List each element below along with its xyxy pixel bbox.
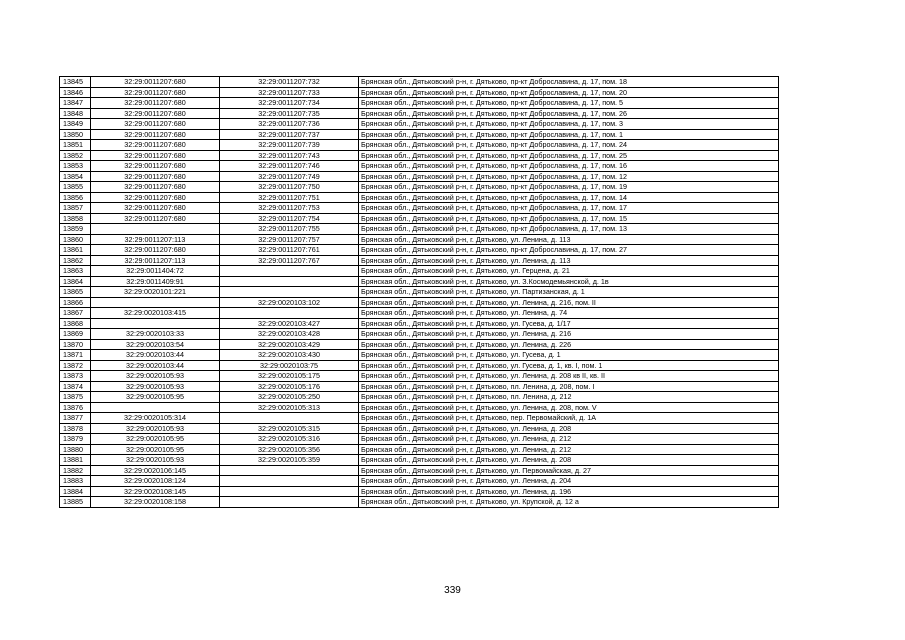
table-row xyxy=(60,444,779,455)
object-cadastral-cell xyxy=(220,413,359,424)
registry-table-body xyxy=(60,77,779,508)
table-row xyxy=(60,402,779,413)
table-row xyxy=(60,423,779,434)
object-cadastral-cell: 32:29:0020105:359 xyxy=(220,455,359,466)
address-cell: Брянская обл., Дятьковский р-н, г. Дятьково, пр-кт Доброславина, д. 17, пом. 25 xyxy=(359,150,779,161)
row-number-cell: 13881 xyxy=(60,455,91,466)
row-number-cell: 13867 xyxy=(60,308,91,319)
address-cell: Брянская обл., Дятьковский р-н, г. Дятьково, ул. Ленина, д. 216, пом. II xyxy=(359,297,779,308)
object-cadastral-cell: 32:29:0011207:743 xyxy=(220,150,359,161)
table-row xyxy=(60,276,779,287)
address-cell: Брянская обл., Дятьковский р-н, г. Дятьково, ул. Ленина, д. 212 xyxy=(359,444,779,455)
table-row xyxy=(60,77,779,88)
parcel-cadastral-cell: 32:29:0011207:680 xyxy=(91,150,220,161)
address-cell: Брянская обл., Дятьковский р-н, г. Дятьково, пр-кт Доброславина, д. 17, пом. 12 xyxy=(359,171,779,182)
address-cell: Брянская обл., Дятьковский р-н, г. Дятьково, пр-кт Доброславина, д. 17, пом. 19 xyxy=(359,182,779,193)
table-row xyxy=(60,339,779,350)
object-cadastral-cell xyxy=(220,486,359,497)
row-number-cell: 13879 xyxy=(60,434,91,445)
parcel-cadastral-cell: 32:29:0020105:314 xyxy=(91,413,220,424)
object-cadastral-cell xyxy=(220,497,359,508)
row-number-cell: 13869 xyxy=(60,329,91,340)
parcel-cadastral-cell: 32:29:0020103:44 xyxy=(91,360,220,371)
table-row xyxy=(60,129,779,140)
address-cell: Брянская обл., Дятьковский р-н, г. Дятьково, ул. Ленина, д. 216 xyxy=(359,329,779,340)
address-cell: Брянская обл., Дятьковский р-н, г. Дятьково, пер. Первомайский, д. 1А xyxy=(359,413,779,424)
address-cell: Брянская обл., Дятьковский р-н, г. Дятьково, пр-кт Доброславина, д. 17, пом. 15 xyxy=(359,213,779,224)
object-cadastral-cell: 32:29:0020105:315 xyxy=(220,423,359,434)
row-number-cell: 13884 xyxy=(60,486,91,497)
address-cell: Брянская обл., Дятьковский р-н, г. Дятьково, ул. Ленина, д. 113 xyxy=(359,234,779,245)
parcel-cadastral-cell: 32:29:0020105:93 xyxy=(91,455,220,466)
address-cell: Брянская обл., Дятьковский р-н, г. Дятьково, ул. Герцена, д. 21 xyxy=(359,266,779,277)
table-row xyxy=(60,213,779,224)
object-cadastral-cell: 32:29:0020105:313 xyxy=(220,402,359,413)
parcel-cadastral-cell: 32:29:0020105:95 xyxy=(91,434,220,445)
table-row xyxy=(60,255,779,266)
table-row xyxy=(60,329,779,340)
page-number: 339 xyxy=(444,585,461,596)
parcel-cadastral-cell: 32:29:0020101:221 xyxy=(91,287,220,298)
table-row xyxy=(60,234,779,245)
address-cell: Брянская обл., Дятьковский р-н, г. Дятьково, пл. Ленина, д. 212 xyxy=(359,392,779,403)
object-cadastral-cell: 32:29:0020103:75 xyxy=(220,360,359,371)
object-cadastral-cell: 32:29:0020103:429 xyxy=(220,339,359,350)
address-cell: Брянская обл., Дятьковский р-н, г. Дятьково, пр-кт Доброславина, д. 17, пом. 26 xyxy=(359,108,779,119)
object-cadastral-cell: 32:29:0011207:767 xyxy=(220,255,359,266)
row-number-cell: 13846 xyxy=(60,87,91,98)
table-row xyxy=(60,140,779,151)
row-number-cell: 13880 xyxy=(60,444,91,455)
object-cadastral-cell: 32:29:0011207:734 xyxy=(220,98,359,109)
parcel-cadastral-cell: 32:29:0011207:680 xyxy=(91,98,220,109)
address-cell: Брянская обл., Дятьковский р-н, г. Дятьково, ул. Ленина, д. 208 xyxy=(359,455,779,466)
table-row xyxy=(60,381,779,392)
row-number-cell: 13859 xyxy=(60,224,91,235)
parcel-cadastral-cell: 32:29:0011409:91 xyxy=(91,276,220,287)
row-number-cell: 13850 xyxy=(60,129,91,140)
row-number-cell: 13856 xyxy=(60,192,91,203)
address-cell: Брянская обл., Дятьковский р-н, г. Дятьково, пр-кт Доброславина, д. 17, пом. 1 xyxy=(359,129,779,140)
table-row xyxy=(60,413,779,424)
parcel-cadastral-cell xyxy=(91,318,220,329)
object-cadastral-cell: 32:29:0011207:737 xyxy=(220,129,359,140)
object-cadastral-cell xyxy=(220,276,359,287)
address-cell: Брянская обл., Дятьковский р-н, г. Дятьково, ул. З.Космодемьянской, д. 1в xyxy=(359,276,779,287)
row-number-cell: 13864 xyxy=(60,276,91,287)
table-row xyxy=(60,119,779,130)
address-cell: Брянская обл., Дятьковский р-н, г. Дятьково, ул. Ленина, д. 196 xyxy=(359,486,779,497)
object-cadastral-cell: 32:29:0020105:356 xyxy=(220,444,359,455)
row-number-cell: 13865 xyxy=(60,287,91,298)
row-number-cell: 13847 xyxy=(60,98,91,109)
address-cell: Брянская обл., Дятьковский р-н, г. Дятьково, пр-кт Доброславина, д. 17, пом. 14 xyxy=(359,192,779,203)
row-number-cell: 13851 xyxy=(60,140,91,151)
object-cadastral-cell: 32:29:0011207:755 xyxy=(220,224,359,235)
table-row xyxy=(60,318,779,329)
object-cadastral-cell: 32:29:0011207:757 xyxy=(220,234,359,245)
parcel-cadastral-cell: 32:29:0020108:145 xyxy=(91,486,220,497)
object-cadastral-cell: 32:29:0020105:316 xyxy=(220,434,359,445)
address-cell: Брянская обл., Дятьковский р-н, г. Дятьково, пр-кт Доброславина, д. 17, пом. 18 xyxy=(359,77,779,88)
address-cell: Брянская обл., Дятьковский р-н, г. Дятьково, пл. Ленина, д. 208, пом. I xyxy=(359,381,779,392)
row-number-cell: 13853 xyxy=(60,161,91,172)
row-number-cell: 13874 xyxy=(60,381,91,392)
parcel-cadastral-cell: 32:29:0020108:158 xyxy=(91,497,220,508)
table-row xyxy=(60,360,779,371)
row-number-cell: 13849 xyxy=(60,119,91,130)
address-cell: Брянская обл., Дятьковский р-н, г. Дятьково, пр-кт Доброславина, д. 17, пом. 13 xyxy=(359,224,779,235)
parcel-cadastral-cell: 32:29:0020105:93 xyxy=(91,381,220,392)
table-row xyxy=(60,486,779,497)
parcel-cadastral-cell: 32:29:0011404:72 xyxy=(91,266,220,277)
row-number-cell: 13857 xyxy=(60,203,91,214)
parcel-cadastral-cell: 32:29:0011207:680 xyxy=(91,245,220,256)
address-cell: Брянская обл., Дятьковский р-н, г. Дятьково, ул. Ленина, д. 208, пом. V xyxy=(359,402,779,413)
table-row xyxy=(60,476,779,487)
object-cadastral-cell xyxy=(220,308,359,319)
object-cadastral-cell: 32:29:0020105:250 xyxy=(220,392,359,403)
object-cadastral-cell: 32:29:0020105:175 xyxy=(220,371,359,382)
object-cadastral-cell: 32:29:0020103:102 xyxy=(220,297,359,308)
address-cell: Брянская обл., Дятьковский р-н, г. Дятьково, пр-кт Доброславина, д. 17, пом. 27 xyxy=(359,245,779,256)
address-cell: Брянская обл., Дятьковский р-н, г. Дятьково, ул. Ленина, д. 226 xyxy=(359,339,779,350)
address-cell: Брянская обл., Дятьковский р-н, г. Дятьково, ул. Ленина, д. 212 xyxy=(359,434,779,445)
parcel-cadastral-cell: 32:29:0020108:124 xyxy=(91,476,220,487)
object-cadastral-cell: 32:29:0011207:751 xyxy=(220,192,359,203)
table-row xyxy=(60,171,779,182)
table-row xyxy=(60,371,779,382)
address-cell: Брянская обл., Дятьковский р-н, г. Дятьково, пр-кт Доброславина, д. 17, пом. 16 xyxy=(359,161,779,172)
parcel-cadastral-cell xyxy=(91,402,220,413)
parcel-cadastral-cell: 32:29:0011207:680 xyxy=(91,129,220,140)
row-number-cell: 13872 xyxy=(60,360,91,371)
address-cell: Брянская обл., Дятьковский р-н, г. Дятьково, ул. Ленина, д. 208 кв II, кв. II xyxy=(359,371,779,382)
parcel-cadastral-cell: 32:29:0011207:680 xyxy=(91,87,220,98)
table-row xyxy=(60,308,779,319)
table-row xyxy=(60,245,779,256)
object-cadastral-cell: 32:29:0011207:749 xyxy=(220,171,359,182)
object-cadastral-cell xyxy=(220,465,359,476)
table-row xyxy=(60,434,779,445)
parcel-cadastral-cell: 32:29:0011207:680 xyxy=(91,192,220,203)
address-cell: Брянская обл., Дятьковский р-н, г. Дятьково, ул. Гусева, д. 1 xyxy=(359,350,779,361)
object-cadastral-cell: 32:29:0020105:176 xyxy=(220,381,359,392)
object-cadastral-cell xyxy=(220,266,359,277)
address-cell: Брянская обл., Дятьковский р-н, г. Дятьково, пр-кт Доброславина, д. 17, пом. 24 xyxy=(359,140,779,151)
parcel-cadastral-cell: 32:29:0011207:680 xyxy=(91,171,220,182)
parcel-cadastral-cell: 32:29:0011207:113 xyxy=(91,234,220,245)
address-cell: Брянская обл., Дятьковский р-н, г. Дятьково, пр-кт Доброславина, д. 17, пом. 3 xyxy=(359,119,779,130)
parcel-cadastral-cell: 32:29:0011207:680 xyxy=(91,161,220,172)
object-cadastral-cell: 32:29:0011207:733 xyxy=(220,87,359,98)
object-cadastral-cell: 32:29:0020103:427 xyxy=(220,318,359,329)
table-row xyxy=(60,266,779,277)
object-cadastral-cell: 32:29:0011207:753 xyxy=(220,203,359,214)
address-cell: Брянская обл., Дятьковский р-н, г. Дятьково, ул. Партизанская, д. 1 xyxy=(359,287,779,298)
row-number-cell: 13852 xyxy=(60,150,91,161)
table-row xyxy=(60,392,779,403)
object-cadastral-cell: 32:29:0011207:732 xyxy=(220,77,359,88)
table-row xyxy=(60,192,779,203)
table-row xyxy=(60,297,779,308)
parcel-cadastral-cell: 32:29:0020105:93 xyxy=(91,423,220,434)
address-cell: Брянская обл., Дятьковский р-н, г. Дятьково, ул. Ленина, д. 113 xyxy=(359,255,779,266)
address-cell: Брянская обл., Дятьковский р-н, г. Дятьково, ул. Гусева, д. 1/17 xyxy=(359,318,779,329)
address-cell: Брянская обл., Дятьковский р-н, г. Дятьково, ул. Гусева, д. 1, кв. I, пом. 1 xyxy=(359,360,779,371)
address-cell: Брянская обл., Дятьковский р-н, г. Дятьково, пр-кт Доброславина, д. 17, пом. 17 xyxy=(359,203,779,214)
parcel-cadastral-cell: 32:29:0011207:680 xyxy=(91,203,220,214)
parcel-cadastral-cell: 32:29:0020103:415 xyxy=(91,308,220,319)
row-number-cell: 13876 xyxy=(60,402,91,413)
parcel-cadastral-cell: 32:29:0020105:95 xyxy=(91,444,220,455)
parcel-cadastral-cell xyxy=(91,224,220,235)
address-cell: Брянская обл., Дятьковский р-н, г. Дятьково, ул. Ленина, д. 208 xyxy=(359,423,779,434)
row-number-cell: 13883 xyxy=(60,476,91,487)
table-row xyxy=(60,350,779,361)
parcel-cadastral-cell: 32:29:0011207:680 xyxy=(91,119,220,130)
table-row xyxy=(60,497,779,508)
object-cadastral-cell: 32:29:0011207:754 xyxy=(220,213,359,224)
address-cell: Брянская обл., Дятьковский р-н, г. Дятьково, пр-кт Доброславина, д. 17, пом. 5 xyxy=(359,98,779,109)
parcel-cadastral-cell: 32:29:0020103:54 xyxy=(91,339,220,350)
table-row xyxy=(60,465,779,476)
row-number-cell: 13863 xyxy=(60,266,91,277)
row-number-cell: 13845 xyxy=(60,77,91,88)
parcel-cadastral-cell: 32:29:0011207:680 xyxy=(91,182,220,193)
row-number-cell: 13878 xyxy=(60,423,91,434)
address-cell: Брянская обл., Дятьковский р-н, г. Дятьково, ул. Первомайская, д. 27 xyxy=(359,465,779,476)
row-number-cell: 13860 xyxy=(60,234,91,245)
row-number-cell: 13858 xyxy=(60,213,91,224)
row-number-cell: 13861 xyxy=(60,245,91,256)
row-number-cell: 13854 xyxy=(60,171,91,182)
table-row xyxy=(60,98,779,109)
table-row xyxy=(60,108,779,119)
address-cell: Брянская обл., Дятьковский р-н, г. Дятьково, пр-кт Доброславина, д. 17, пом. 20 xyxy=(359,87,779,98)
parcel-cadastral-cell: 32:29:0011207:680 xyxy=(91,213,220,224)
object-cadastral-cell: 32:29:0011207:761 xyxy=(220,245,359,256)
address-cell: Брянская обл., Дятьковский р-н, г. Дятьково, ул. Ленина, д. 204 xyxy=(359,476,779,487)
row-number-cell: 13871 xyxy=(60,350,91,361)
parcel-cadastral-cell: 32:29:0011207:113 xyxy=(91,255,220,266)
row-number-cell: 13868 xyxy=(60,318,91,329)
row-number-cell: 13866 xyxy=(60,297,91,308)
object-cadastral-cell: 32:29:0020103:428 xyxy=(220,329,359,340)
row-number-cell: 13875 xyxy=(60,392,91,403)
address-cell: Брянская обл., Дятьковский р-н, г. Дятьково, ул. Ленина, д. 74 xyxy=(359,308,779,319)
table-row xyxy=(60,150,779,161)
row-number-cell: 13873 xyxy=(60,371,91,382)
row-number-cell: 13848 xyxy=(60,108,91,119)
row-number-cell: 13862 xyxy=(60,255,91,266)
table-row xyxy=(60,161,779,172)
table-row xyxy=(60,87,779,98)
parcel-cadastral-cell: 32:29:0020103:33 xyxy=(91,329,220,340)
row-number-cell: 13882 xyxy=(60,465,91,476)
parcel-cadastral-cell: 32:29:0011207:680 xyxy=(91,108,220,119)
table-row xyxy=(60,224,779,235)
object-cadastral-cell: 32:29:0011207:750 xyxy=(220,182,359,193)
parcel-cadastral-cell: 32:29:0020105:93 xyxy=(91,371,220,382)
table-row xyxy=(60,455,779,466)
row-number-cell: 13855 xyxy=(60,182,91,193)
object-cadastral-cell: 32:29:0011207:746 xyxy=(220,161,359,172)
object-cadastral-cell: 32:29:0011207:736 xyxy=(220,119,359,130)
object-cadastral-cell: 32:29:0011207:735 xyxy=(220,108,359,119)
table-row xyxy=(60,287,779,298)
registry-table xyxy=(59,76,779,508)
row-number-cell: 13885 xyxy=(60,497,91,508)
parcel-cadastral-cell: 32:29:0011207:680 xyxy=(91,77,220,88)
object-cadastral-cell: 32:29:0020103:430 xyxy=(220,350,359,361)
parcel-cadastral-cell xyxy=(91,297,220,308)
object-cadastral-cell: 32:29:0011207:739 xyxy=(220,140,359,151)
parcel-cadastral-cell: 32:29:0020103:44 xyxy=(91,350,220,361)
parcel-cadastral-cell: 32:29:0020106:145 xyxy=(91,465,220,476)
object-cadastral-cell xyxy=(220,287,359,298)
address-cell: Брянская обл., Дятьковский р-н, г. Дятьково, ул. Крупской, д. 12 а xyxy=(359,497,779,508)
parcel-cadastral-cell: 32:29:0011207:680 xyxy=(91,140,220,151)
object-cadastral-cell xyxy=(220,476,359,487)
row-number-cell: 13877 xyxy=(60,413,91,424)
table-row xyxy=(60,203,779,214)
table-row xyxy=(60,182,779,193)
row-number-cell: 13870 xyxy=(60,339,91,350)
parcel-cadastral-cell: 32:29:0020105:95 xyxy=(91,392,220,403)
